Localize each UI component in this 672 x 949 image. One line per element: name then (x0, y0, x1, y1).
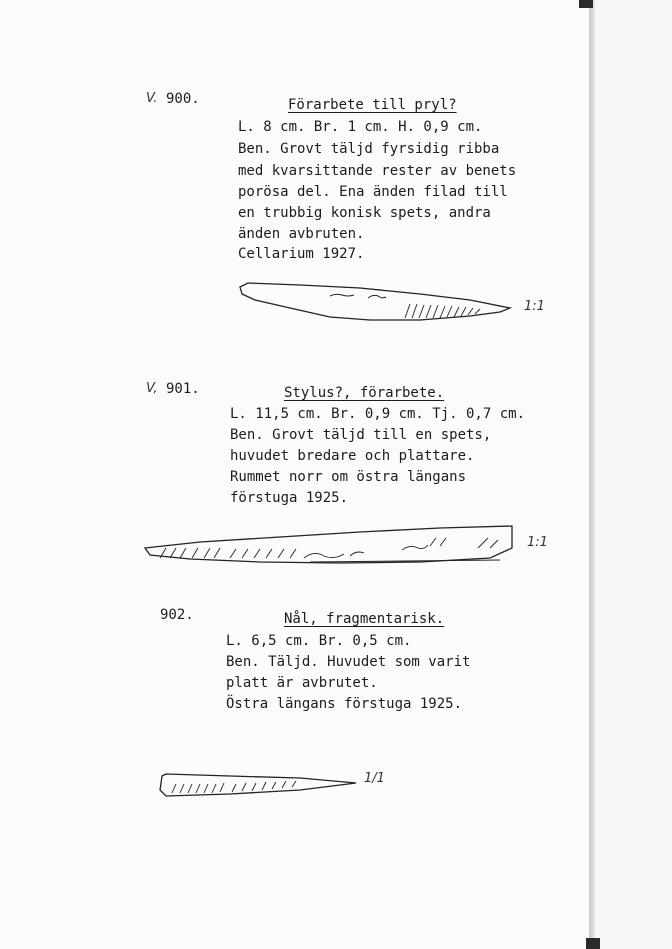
entry-902-scale: 1/1 (364, 771, 385, 786)
entry-901-number: 901. (166, 381, 200, 397)
entry-901-title: Stylus?, förarbete. (284, 385, 445, 401)
entry-900-line: en trubbig konisk spets, andra (238, 205, 491, 221)
entry-901-scale: 1:1 (527, 535, 548, 550)
entry-901-handwritten-prefix: V, (146, 381, 158, 396)
entry-900-line: L. 8 cm. Br. 1 cm. H. 0,9 cm. (238, 119, 483, 135)
entry-902-line: L. 6,5 cm. Br. 0,5 cm. (226, 633, 412, 649)
entry-902-line: platt är avbrutet. (226, 675, 378, 691)
entry-901-line: förstuga 1925. (230, 490, 349, 506)
entry-900-line: Ben. Grovt täljd fyrsidig ribba (238, 141, 500, 157)
entry-900-line: änden avbruten. (238, 226, 365, 242)
entry-901-line: Ben. Grovt täljd till en spets, (230, 427, 492, 443)
entry-900-line: Cellarium 1927. (238, 246, 365, 262)
entry-900-scale: 1:1 (524, 299, 545, 314)
entry-902-line: Ben. Täljd. Huvudet som varit (226, 654, 471, 670)
entry-901-line: Rummet norr om östra längans (230, 469, 467, 485)
entry-900-line: porösa del. Ena änden filad till (238, 184, 508, 200)
entry-901-line: huvudet bredare och plattare. (230, 448, 475, 464)
entry-900-title: Förarbete till pryl? (288, 97, 457, 113)
entry-900-number: 900. (166, 91, 200, 107)
entry-902-line: Östra längans förstuga 1925. (226, 696, 463, 712)
entry-902-title: Nål, fragmentarisk. (284, 611, 445, 627)
entry-902-number: 902. (160, 607, 194, 623)
entry-901-line: L. 11,5 cm. Br. 0,9 cm. Tj. 0,7 cm. (230, 406, 526, 422)
entry-900-handwritten-prefix: V. (146, 91, 158, 106)
entry-900-line: med kvarsittande rester av benets (238, 163, 517, 179)
